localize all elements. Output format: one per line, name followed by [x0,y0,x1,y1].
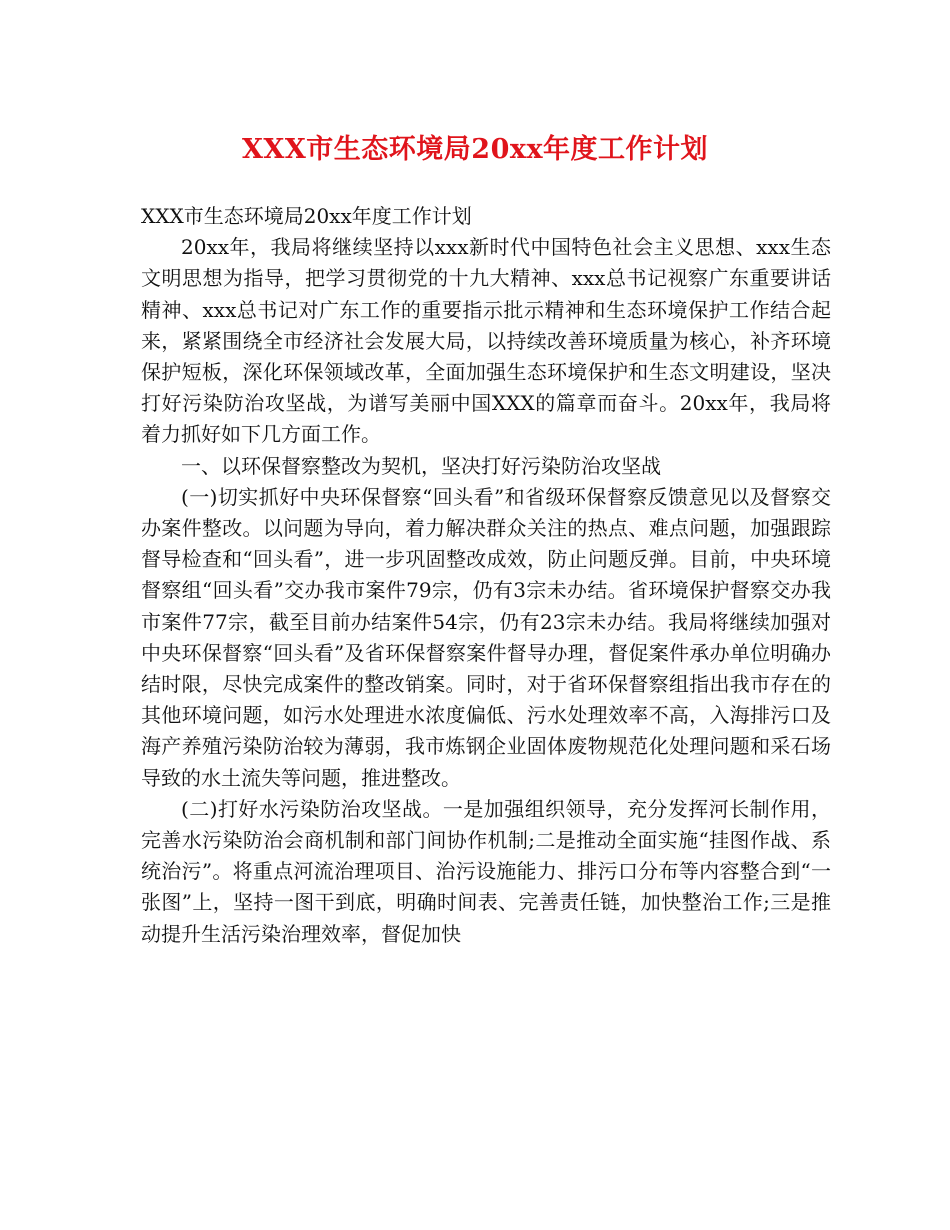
paragraph-item-2: (二)打好水污染防治攻坚战。一是加强组织领导，充分发挥河长制作用，完善水污染防治会商机制和部门间协作机制;二是推动全面实施“挂图作战、系统治污”。将重点河流治理项目、治污设施能力、排污口分布等内容整合到“一张图”上，坚持一图干到底，明确时间表、完善责任链，加快整治工作;三是推动提升生活污染治理效率，督促加快 [141,796,831,946]
paragraph-intro: 20xx年，我局将继续坚持以xxx新时代中国特色社会主义思想、xxx生态文明思想为指导，把学习贯彻党的十九大精神、xxx总书记视察广东重要讲话精神、xxx总书记对广东工作的重要指示批示精神和生态环境保护工作结合起来，紧紧围绕全市经济社会发展大局，以持续改善环境质量为核心，补齐环境保护短板，深化环保领域改革，全面加强生态环境保护和生态文明建设，坚决打好污染防治攻坚战，为谱写美丽中国XXX的篇章而奋斗。20xx年，我局将着力抓好如下几方面工作。 [141,235,831,447]
document-subtitle: XXX市生态环境局20xx年度工作计划 [141,204,472,228]
document-body [141,201,831,950]
paragraph-item-1: (一)切实抓好中央环保督察“回头看”和省级环保督察反馈意见以及督察交办案件整改。以问题为导向，着力解决群众关注的热点、难点问题，加强跟踪督导检查和“回头看”，进一步巩固整改成效，防止问题反弹。目前，中央环境督察组“回头看”交办我市案件79宗，仍有3宗未办结。省环境保护督察交办我市案件77宗，截至目前办结案件54宗，仍有23宗未办结。我局将继续加强对中央环保督察“回头看”及省环保督察案件督导办理，督促案件承办单位明确办结时限，尽快完成案件的整改销案。同时，对于省环保督察组指出我市存在的其他环境问题，如污水处理进水浓度偏低、污水处理效率不高，入海排污口及海产养殖污染防治较为薄弱，我市炼钢企业固体废物规范化处理问题和采石场导致的水土流失等问题，推进整改。 [141,484,831,790]
section-heading-1: 一、以环保督察整改为契机，坚决打好污染防治攻坚战 [181,453,661,478]
document-title: XXX市生态环境局20xx年度工作计划 [241,134,709,165]
